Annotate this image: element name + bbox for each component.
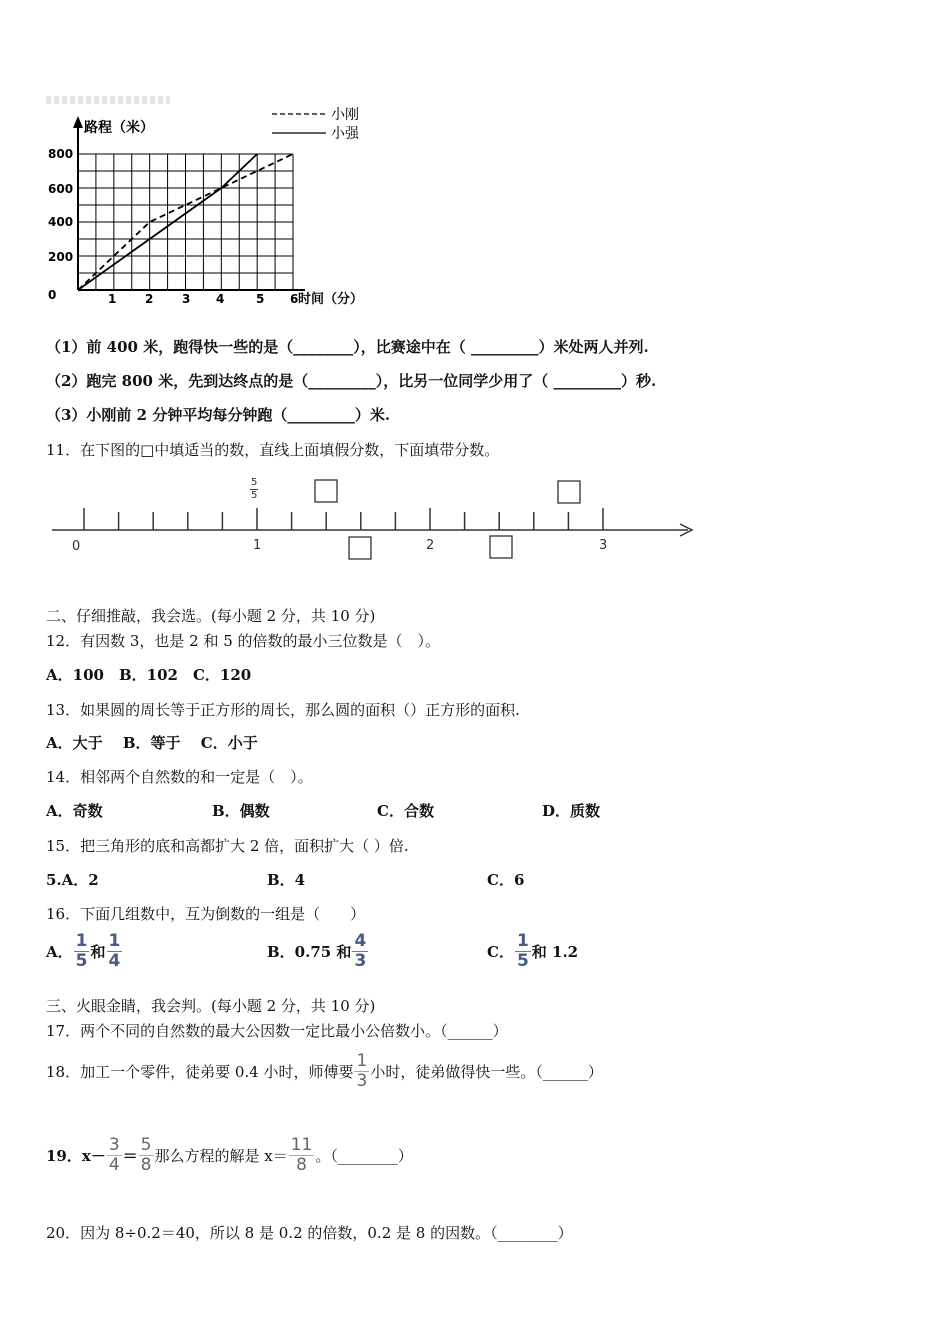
q16-a-and: 和 <box>90 943 106 961</box>
x-tick-label: 4 <box>216 292 225 306</box>
q11-question: 11．在下图的□中填适当的数，直线上面填假分数，下面填带分数。 <box>46 441 500 459</box>
section-3-title: 三、火眼金睛，我会判。(每小题 2 分，共 10 分) <box>46 997 376 1015</box>
x-tick-label: 2 <box>145 292 154 306</box>
q16-question: 16．下面几组数中，互为倒数的一组是（ ） <box>46 905 366 923</box>
q11-frac-numerator: 5 <box>251 477 258 488</box>
q10-sub2-blank1[interactable]: _________ <box>308 372 376 390</box>
q16-option-c-label: C． <box>487 943 514 961</box>
q10-sub3-blank1[interactable]: _________ <box>287 406 355 424</box>
number-line-label: 3 <box>599 538 608 553</box>
q13-question: 13．如果圆的周长等于正方形的周长，那么圆的面积（）正方形的面积. <box>46 701 520 719</box>
q10-sub3 <box>46 404 390 425</box>
number-line-label: 1 <box>253 538 262 553</box>
q14-option-a: A．奇数 <box>46 802 103 820</box>
q16-option-a <box>46 933 123 970</box>
q14-option-d: D．质数 <box>542 802 601 820</box>
q16-c-tail: 和 1.2 <box>531 943 579 961</box>
q16-c-fraction-1-5: $\frac{1}{5}$ <box>516 931 529 971</box>
x-tick-label: 1 <box>108 292 117 306</box>
chart-grid <box>78 154 293 290</box>
x-tick-labels <box>108 292 298 306</box>
q14-question: 14．相邻两个自然数的和一定是（ ）。 <box>46 768 313 786</box>
y-tick-label: 0 <box>48 288 57 302</box>
q15-option-a: 5.A．2 <box>46 871 99 889</box>
y-tick-label: 400 <box>48 215 74 229</box>
q19-question <box>46 1137 413 1174</box>
x-tick-label: 5 <box>256 292 265 306</box>
number-line-label: 2 <box>426 538 435 553</box>
q18-text-b: 小时，徒弟做得快一些。（______） <box>370 1063 603 1081</box>
q16-a-fraction-1-5: $\frac{1}{5}$ <box>75 931 88 971</box>
q10-sub1-blank2[interactable]: _________ <box>470 338 539 356</box>
q10-sub2-text-b: ），比另一位同学少用了（ <box>375 372 554 390</box>
y-axis-label: 路程（米） <box>84 120 154 136</box>
x-axis-label: 时间（分） <box>298 292 364 307</box>
q16-option-b <box>267 933 369 970</box>
q10-sub1-text-c: ）米处两人并列. <box>538 338 649 356</box>
q19-text-c: 。（________） <box>315 1147 413 1165</box>
q15-question: 15．把三角形的底和高都扩大 2 倍，面积扩大（ ）倍. <box>46 837 409 855</box>
q19-text-a: 19．x－ <box>46 1147 106 1165</box>
number-line-label: 0 <box>72 539 81 554</box>
q19-fraction-5-8: $\frac{5}{8}$ <box>140 1135 152 1175</box>
q10-sub1 <box>46 336 649 357</box>
x-tick-label: 6 <box>290 292 299 306</box>
answer-box-above-2[interactable] <box>558 481 580 503</box>
q15-option-b: B．4 <box>267 871 306 889</box>
q18-fraction-1-3: $\frac{1}{3}$ <box>356 1051 368 1091</box>
q17-question: 17．两个不同的自然数的最大公因数一定比最小公倍数小。（______） <box>46 1022 508 1040</box>
q16-a-fraction-1-4: $\frac{1}{4}$ <box>108 931 121 971</box>
legend-label-xiaogang: 小刚 <box>331 107 359 123</box>
number-line <box>40 475 740 565</box>
answer-box-below-1[interactable] <box>349 537 371 559</box>
q19-fraction-3-4: $\frac{3}{4}$ <box>108 1135 120 1175</box>
q14-option-b: B．偶数 <box>212 802 270 820</box>
q14-option-c: C．合数 <box>377 802 434 820</box>
chart-legend <box>272 106 360 142</box>
q16-option-c <box>487 933 578 970</box>
legend-label-xiaoqiang: 小强 <box>331 126 359 142</box>
section-2-title: 二、仔细推敲，我会选。(每小题 2 分，共 10 分) <box>46 607 376 625</box>
q10-sub2 <box>46 370 656 391</box>
q10-sub3-text-b: ）米. <box>354 406 391 424</box>
q10-sub2-text-c: ）秒. <box>620 372 657 390</box>
q10-sub2-blank2[interactable]: _________ <box>553 372 621 390</box>
q12-options: A．100 B．102 C．120 <box>46 666 252 684</box>
y-tick-label: 800 <box>48 147 74 161</box>
q10-sub1-text-a: （1）前 400 米，跑得快一些的是（ <box>46 338 294 356</box>
answer-box-below-2[interactable] <box>490 536 512 558</box>
answer-box-above-1[interactable] <box>315 480 337 502</box>
q16-option-a-label: A． <box>46 943 73 961</box>
distance-time-chart <box>40 100 420 315</box>
y-axis-arrow <box>73 116 83 128</box>
q15-option-c: C．6 <box>487 871 525 889</box>
q10-sub1-text-b: ），比赛途中在（ <box>353 338 471 356</box>
y-tick-label: 600 <box>48 182 74 196</box>
q10-sub3-text-a: （3）小刚前 2 分钟平均每分钟跑（ <box>46 406 288 424</box>
q18-question <box>46 1053 603 1090</box>
q11-frac-denominator: 5 <box>251 490 258 501</box>
q20-question: 20．因为 8÷0.2＝40，所以 8 是 0.2 的倍数，0.2 是 8 的因数。（________） <box>46 1224 573 1242</box>
q19-equals: ＝ <box>122 1147 138 1165</box>
number-line-ticks <box>84 508 603 530</box>
q16-option-b-label: B．0.75 和 <box>267 943 352 961</box>
q10-sub1-blank1[interactable]: ________ <box>293 338 354 356</box>
q19-fraction-11-8: $\frac{11}{8}$ <box>290 1135 313 1175</box>
q18-text-a: 18．加工一个零件，徒弟要 0.4 小时，师傅要 <box>46 1063 354 1081</box>
q12-question: 12．有因数 3，也是 2 和 5 的倍数的最小三位数是（ ）。 <box>46 632 441 650</box>
q19-text-b: 那么方程的解是 x＝ <box>154 1147 288 1165</box>
x-tick-label: 3 <box>182 292 191 306</box>
y-tick-label: 200 <box>48 250 74 264</box>
q16-b-fraction-4-3: $\frac{4}{3}$ <box>354 931 367 971</box>
q10-sub2-text-a: （2）跑完 800 米，先到达终点的是（ <box>46 372 309 390</box>
q13-options: A．大于 B．等于 C．小于 <box>46 734 258 752</box>
y-tick-labels <box>48 147 73 302</box>
